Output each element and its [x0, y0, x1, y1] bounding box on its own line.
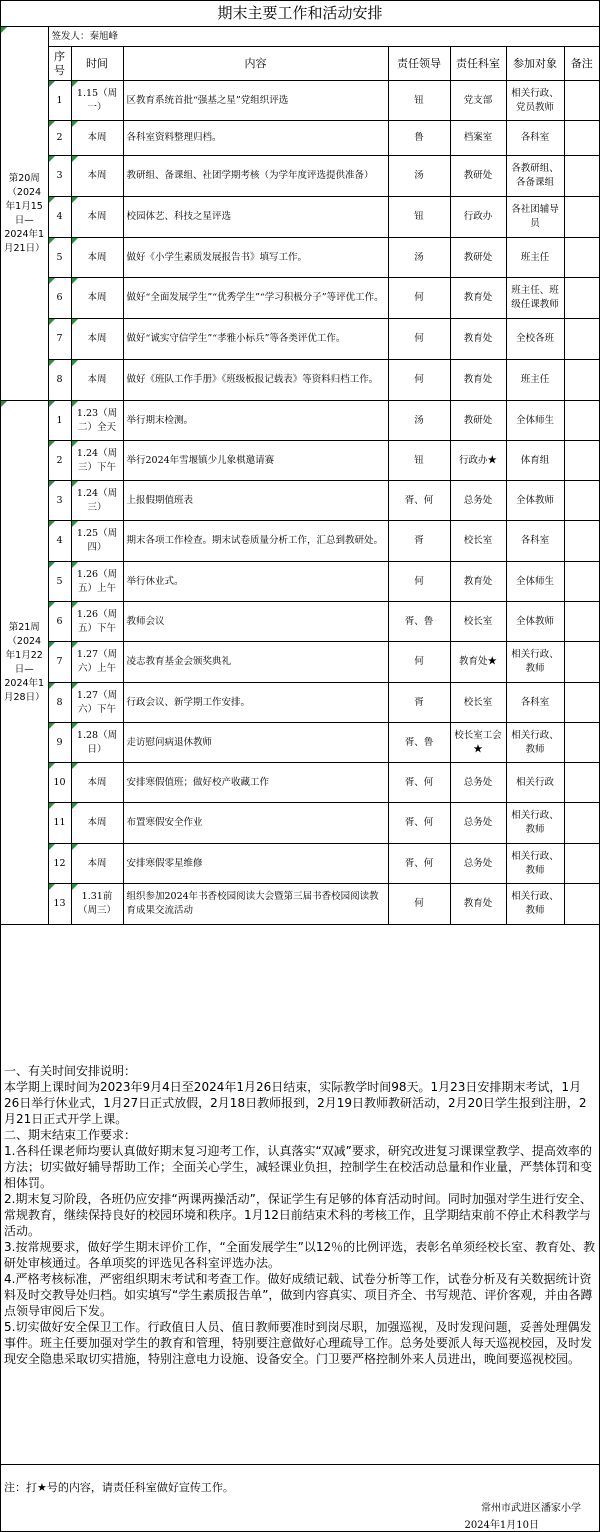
row-content: 做好《班队工作手册》《班级板报记载表》等资料归档工作。 [123, 360, 388, 401]
cell-marker-icon [49, 319, 55, 325]
row-dept: 校长室工会★ [450, 723, 506, 763]
row-leader: 何 [388, 562, 450, 602]
cell-marker-icon [72, 723, 78, 729]
row-remark [564, 441, 599, 481]
row-leader: 汤 [388, 238, 450, 278]
header-remark: 备注 [564, 47, 599, 81]
row-dept: 教育处 [450, 319, 506, 360]
cell-marker-icon [49, 156, 55, 162]
cell-marker-icon [49, 441, 55, 447]
row-dept: 教研处 [450, 238, 506, 278]
row-no: 4 [48, 197, 71, 238]
row-content: 凌志教育基金会颁奖典礼 [123, 642, 388, 683]
cell-marker-icon [72, 238, 78, 244]
row-content: 教研组、备课组、社团学期考核（为学年度评选提供准备） [123, 156, 388, 197]
row-remark [564, 844, 599, 884]
cell-marker-icon [72, 481, 78, 487]
row-dept: 总务处 [450, 803, 506, 844]
cell-marker-icon [49, 521, 55, 527]
table-row [1, 521, 599, 562]
cell-marker-icon [72, 844, 78, 850]
cell-marker-icon [72, 156, 78, 162]
row-target: 相关行政、教师 [506, 844, 564, 884]
row-time: 本周 [71, 319, 123, 360]
signer-row [1, 27, 599, 47]
cell-marker-icon [49, 121, 55, 127]
row-content: 举行2024年雪堰镇少儿象棋邀请赛 [123, 441, 388, 481]
row-leader: 胥、何 [388, 763, 450, 803]
notes-item-4: 4.严格考核标准，严密组织期末考试和考查工作。做好成绩记载、试卷分析等工作，试卷分析及有关数据统计资料及时交教导处归档。如实填写“学生素质报告单”，做到内容真实、项目齐全、书写规范、评价客观，并由各蹲点领导审阅后下发。 [4, 1272, 593, 1318]
notes-heading-2: 二、期末结束工作要求： [4, 1128, 137, 1142]
row-target: 班主任 [506, 238, 564, 278]
cell-marker-icon [72, 401, 78, 407]
cell-marker-icon [72, 642, 78, 648]
footnote: 注：打★号的内容，请责任科室做好宣传工作。 [4, 1481, 234, 1494]
notes-item-3: 3.按常规要求，做好学生期末评价工作，“全面发展学生”以12％的比例评选，表彰名单须经校长室、教育处、教研处审核通过。各单项奖的评选见各科室评选办法。 [4, 1240, 596, 1270]
row-no: 5 [48, 562, 71, 602]
cell-marker-icon [72, 121, 78, 127]
row-content: 上报假期值班表 [123, 481, 388, 521]
row-remark [564, 121, 599, 156]
cell-marker-icon [49, 803, 55, 809]
cell-marker-icon [49, 763, 55, 769]
table-row [1, 360, 599, 401]
row-target: 全体教师 [506, 481, 564, 521]
row-target: 全体师生 [506, 401, 564, 441]
row-remark [564, 238, 599, 278]
row-remark [564, 723, 599, 763]
row-remark [564, 521, 599, 562]
row-content: 各科室资料整理归档。 [123, 121, 388, 156]
row-no: 13 [48, 884, 71, 925]
header-no: 序号 [48, 47, 71, 81]
cell-marker-icon [72, 441, 78, 447]
signer: 签发人：秦旭峰 [48, 27, 599, 47]
row-time: 1.26（周五）下午 [71, 602, 123, 642]
row-target: 各教研组、各备课组 [506, 156, 564, 197]
table-row [1, 723, 599, 763]
row-no: 6 [48, 278, 71, 319]
row-remark [564, 642, 599, 683]
table-row [1, 278, 599, 319]
row-dept: 教育处 [450, 562, 506, 602]
cell-marker-icon [72, 360, 78, 366]
row-remark [564, 197, 599, 238]
row-target: 相关行政、教师 [506, 803, 564, 844]
row-remark [564, 884, 599, 925]
row-time: 本周 [71, 278, 123, 319]
table-row [1, 884, 599, 925]
row-dept: 党支部 [450, 81, 506, 121]
row-time: 1.27（周六）下午 [71, 683, 123, 723]
row-target: 各科室 [506, 121, 564, 156]
row-content: 安排寒假零星维修 [123, 844, 388, 884]
notes-item-2: 2.期末复习阶段，各班仍应安排“两课两操活动”，保证学生有足够的体育活动时间。同时加强对学生进行安全、常规教育，继续保持良好的校园环境和秩序。1月12日前结束术科的考核工作，且学期结束前不停止术科教学与活动。 [4, 1192, 592, 1238]
row-remark [564, 360, 599, 401]
row-content: 安排寒假值班；做好校产收藏工作 [123, 763, 388, 803]
row-dept: 总务处 [450, 844, 506, 884]
row-target: 各科室 [506, 683, 564, 723]
row-content: 走访慰问病退休教师 [123, 723, 388, 763]
row-target: 相关行政、党员教师 [506, 81, 564, 121]
cell-marker-icon [49, 360, 55, 366]
row-time: 本周 [71, 121, 123, 156]
header-target: 参加对象 [506, 47, 564, 81]
row-no: 12 [48, 844, 71, 884]
table-row [1, 602, 599, 642]
row-content: 做好“诚实守信学生”“孝雅小标兵”等各类评优工作。 [123, 319, 388, 360]
row-target: 相关行政、教师 [506, 642, 564, 683]
row-leader: 钮 [388, 441, 450, 481]
row-remark [564, 81, 599, 121]
row-no: 2 [48, 121, 71, 156]
header-row [1, 47, 599, 81]
row-dept: 行政办 [450, 197, 506, 238]
row-time: 1.31前（周三） [71, 884, 123, 925]
row-time: 1.23（周二）全天 [71, 401, 123, 441]
row-target: 相关行政、教师 [506, 723, 564, 763]
row-content: 期末各项工作检查。期末试卷质量分析工作，汇总到教研处。 [123, 521, 388, 562]
row-content: 做好“全面发展学生”“优秀学生”“学习积极分子”等评优工作。 [123, 278, 388, 319]
row-content: 举行期末检测。 [123, 401, 388, 441]
table-row [1, 441, 599, 481]
row-dept: 行政办★ [450, 441, 506, 481]
row-remark [564, 156, 599, 197]
row-time: 1.25（周四） [71, 521, 123, 562]
row-remark [564, 602, 599, 642]
row-no: 1 [48, 81, 71, 121]
row-dept: 教育处 [450, 884, 506, 925]
table-row [1, 763, 599, 803]
row-target: 体育组 [506, 441, 564, 481]
row-time: 1.27（周六）上午 [71, 642, 123, 683]
row-dept: 校长室 [450, 602, 506, 642]
table-row [1, 319, 599, 360]
header-content: 内容 [123, 47, 388, 81]
row-target: 全体教师 [506, 602, 564, 642]
row-no: 9 [48, 723, 71, 763]
week-21-label: 第21周（2024年1月22日—2024年1月28日） [1, 401, 48, 925]
document-title: 期末主要工作和活动安排 [1, 1, 599, 27]
row-time: 1.24（周三）下午 [71, 441, 123, 481]
cell-marker-icon [49, 642, 55, 648]
row-dept: 档案室 [450, 121, 506, 156]
row-no: 3 [48, 481, 71, 521]
table-row [1, 683, 599, 723]
row-leader: 鲁 [388, 121, 450, 156]
week-20-label: 第20周（2024年1月15日—2024年1月21日） [1, 27, 48, 401]
cell-marker-icon [72, 763, 78, 769]
row-target: 各科室 [506, 521, 564, 562]
row-leader: 钮 [388, 81, 450, 121]
row-dept: 校长室 [450, 521, 506, 562]
table-row [1, 844, 599, 884]
cell-marker-icon [49, 401, 55, 407]
row-no: 7 [48, 319, 71, 360]
row-content: 做好《小学生素质发展报告书》填写工作。 [123, 238, 388, 278]
cell-marker-icon [72, 803, 78, 809]
table-row [1, 401, 599, 441]
notes-heading-1: 一、有关时间安排说明： [4, 1064, 137, 1078]
cell-marker-icon [1, 27, 7, 33]
row-dept: 教研处 [450, 156, 506, 197]
row-time: 本周 [71, 844, 123, 884]
row-leader: 胥、鲁 [388, 602, 450, 642]
row-leader: 汤 [388, 401, 450, 441]
row-leader: 汤 [388, 156, 450, 197]
cell-marker-icon [49, 723, 55, 729]
row-leader: 钮 [388, 197, 450, 238]
row-content: 区教育系统首批“强基之星”党组织评选 [123, 81, 388, 121]
table-row [1, 121, 599, 156]
row-remark [564, 562, 599, 602]
header-dept: 责任科室 [450, 47, 506, 81]
row-remark [564, 763, 599, 803]
notes-item-1: 1.各科任课老师均要认真做好期末复习迎考工作，认真落实“双减”要求，研究改进复习课课堂教学、提高效率的方法；切实做好辅导帮助工作；全面关心学生，减轻课业负担，控制学生在校活动总量和作业量，严禁体罚和变相体罚。 [4, 1144, 593, 1190]
row-leader: 何 [388, 319, 450, 360]
row-remark [564, 803, 599, 844]
row-time: 本周 [71, 763, 123, 803]
cell-marker-icon [49, 683, 55, 689]
row-target: 全体师生 [506, 562, 564, 602]
row-dept: 校长室 [450, 683, 506, 723]
table-row [1, 197, 599, 238]
row-content: 行政会议、新学期工作安排。 [123, 683, 388, 723]
school-name: 常州市武进区潘家小学 [481, 1503, 581, 1514]
table-row [1, 156, 599, 197]
row-time: 本周 [71, 197, 123, 238]
cell-marker-icon [72, 521, 78, 527]
row-time: 1.24（周三） [71, 481, 123, 521]
row-no: 1 [48, 401, 71, 441]
cell-marker-icon [72, 562, 78, 568]
row-no: 7 [48, 642, 71, 683]
row-no: 2 [48, 441, 71, 481]
notes-divider [1, 1464, 599, 1465]
row-time: 本周 [71, 156, 123, 197]
row-no: 6 [48, 602, 71, 642]
table-row [1, 81, 599, 121]
cell-marker-icon [49, 278, 55, 284]
row-target: 班主任 [506, 360, 564, 401]
cell-marker-icon [72, 319, 78, 325]
row-no: 5 [48, 238, 71, 278]
row-dept: 总务处 [450, 481, 506, 521]
header-leader: 责任领导 [388, 47, 450, 81]
row-dept: 教育处 [450, 360, 506, 401]
row-remark [564, 401, 599, 441]
cell-marker-icon [49, 81, 55, 87]
row-time: 本周 [71, 360, 123, 401]
cell-marker-icon [72, 197, 78, 203]
notes-paragraph-time: 本学期上课时间为2023年9月4日至2024年1月26日结束，实际教学时间98天。1月23日安排期末考试，1月26日举行休业式，1月27日正式放假，2月18日教师报到，2月19日教师教研活动，2月20日学生报到注册，2月21日正式开学上课。 [4, 1080, 587, 1126]
row-target: 相关行政 [506, 763, 564, 803]
row-dept: 教育处★ [450, 642, 506, 683]
row-content: 校园体艺、科技之星评选 [123, 197, 388, 238]
row-time: 本周 [71, 238, 123, 278]
cell-marker-icon [49, 844, 55, 850]
row-time: 1.15（周一） [71, 81, 123, 121]
row-dept: 教育处 [450, 278, 506, 319]
row-remark [564, 319, 599, 360]
row-no: 4 [48, 521, 71, 562]
row-leader: 胥 [388, 683, 450, 723]
row-no: 10 [48, 763, 71, 803]
row-no: 3 [48, 156, 71, 197]
row-target: 相关行政、教师 [506, 884, 564, 925]
row-target: 全校各班 [506, 319, 564, 360]
schedule-table [1, 26, 599, 925]
cell-marker-icon [1, 401, 7, 407]
row-leader: 胥 [388, 521, 450, 562]
row-content: 举行休业式。 [123, 562, 388, 602]
table-row [1, 238, 599, 278]
cell-marker-icon [72, 884, 78, 890]
row-time: 1.28（周日） [71, 723, 123, 763]
cell-marker-icon [49, 481, 55, 487]
row-no: 11 [48, 803, 71, 844]
cell-marker-icon [49, 197, 55, 203]
cell-marker-icon [49, 562, 55, 568]
row-leader: 胥、鲁 [388, 723, 450, 763]
cell-marker-icon [72, 278, 78, 284]
row-remark [564, 481, 599, 521]
row-target: 班主任、班级任课教师 [506, 278, 564, 319]
header-time: 时间 [71, 47, 123, 81]
row-remark [564, 683, 599, 723]
notes-item-5: 5.切实做好安全保卫工作。行政值日人员、值日教师要准时到岗尽职，加强巡视，及时发现问题，妥善处理偶发事件。班主任要加强对学生的教育和管理，特别要注意做好心理疏导工作。总务处要派人每天巡视校园，及时发现安全隐患采取切实措施，特别注意电力设施、设备安全。门卫要严格控制外来人员进出，晚间要巡视校园。 [4, 1320, 593, 1366]
table-row [1, 803, 599, 844]
cell-marker-icon [72, 602, 78, 608]
row-time: 1.26（周五）上午 [71, 562, 123, 602]
table-row [1, 562, 599, 602]
row-dept: 总务处 [450, 763, 506, 803]
row-remark [564, 278, 599, 319]
notes-section [4, 1063, 596, 1367]
row-leader: 胥、何 [388, 481, 450, 521]
cell-marker-icon [49, 238, 55, 244]
cell-marker-icon [49, 884, 55, 890]
row-content: 组织参加2024年书香校园阅读大会暨第三届书香校园阅读教育成果交流活动 [123, 884, 388, 925]
row-content: 教师会议 [123, 602, 388, 642]
row-no: 8 [48, 683, 71, 723]
row-leader: 胥、何 [388, 844, 450, 884]
cell-marker-icon [72, 81, 78, 87]
cell-marker-icon [72, 683, 78, 689]
row-content: 布置寒假安全作业 [123, 803, 388, 844]
row-leader: 何 [388, 278, 450, 319]
table-row [1, 642, 599, 683]
row-time: 本周 [71, 803, 123, 844]
issue-date: 2024年1月10日 [464, 1520, 539, 1531]
table-row [1, 481, 599, 521]
row-leader: 何 [388, 360, 450, 401]
row-dept: 教研处 [450, 401, 506, 441]
row-leader: 何 [388, 884, 450, 925]
row-no: 8 [48, 360, 71, 401]
cell-marker-icon [49, 602, 55, 608]
row-leader: 胥、何 [388, 803, 450, 844]
row-leader: 何 [388, 642, 450, 683]
row-target: 各社团辅导员 [506, 197, 564, 238]
